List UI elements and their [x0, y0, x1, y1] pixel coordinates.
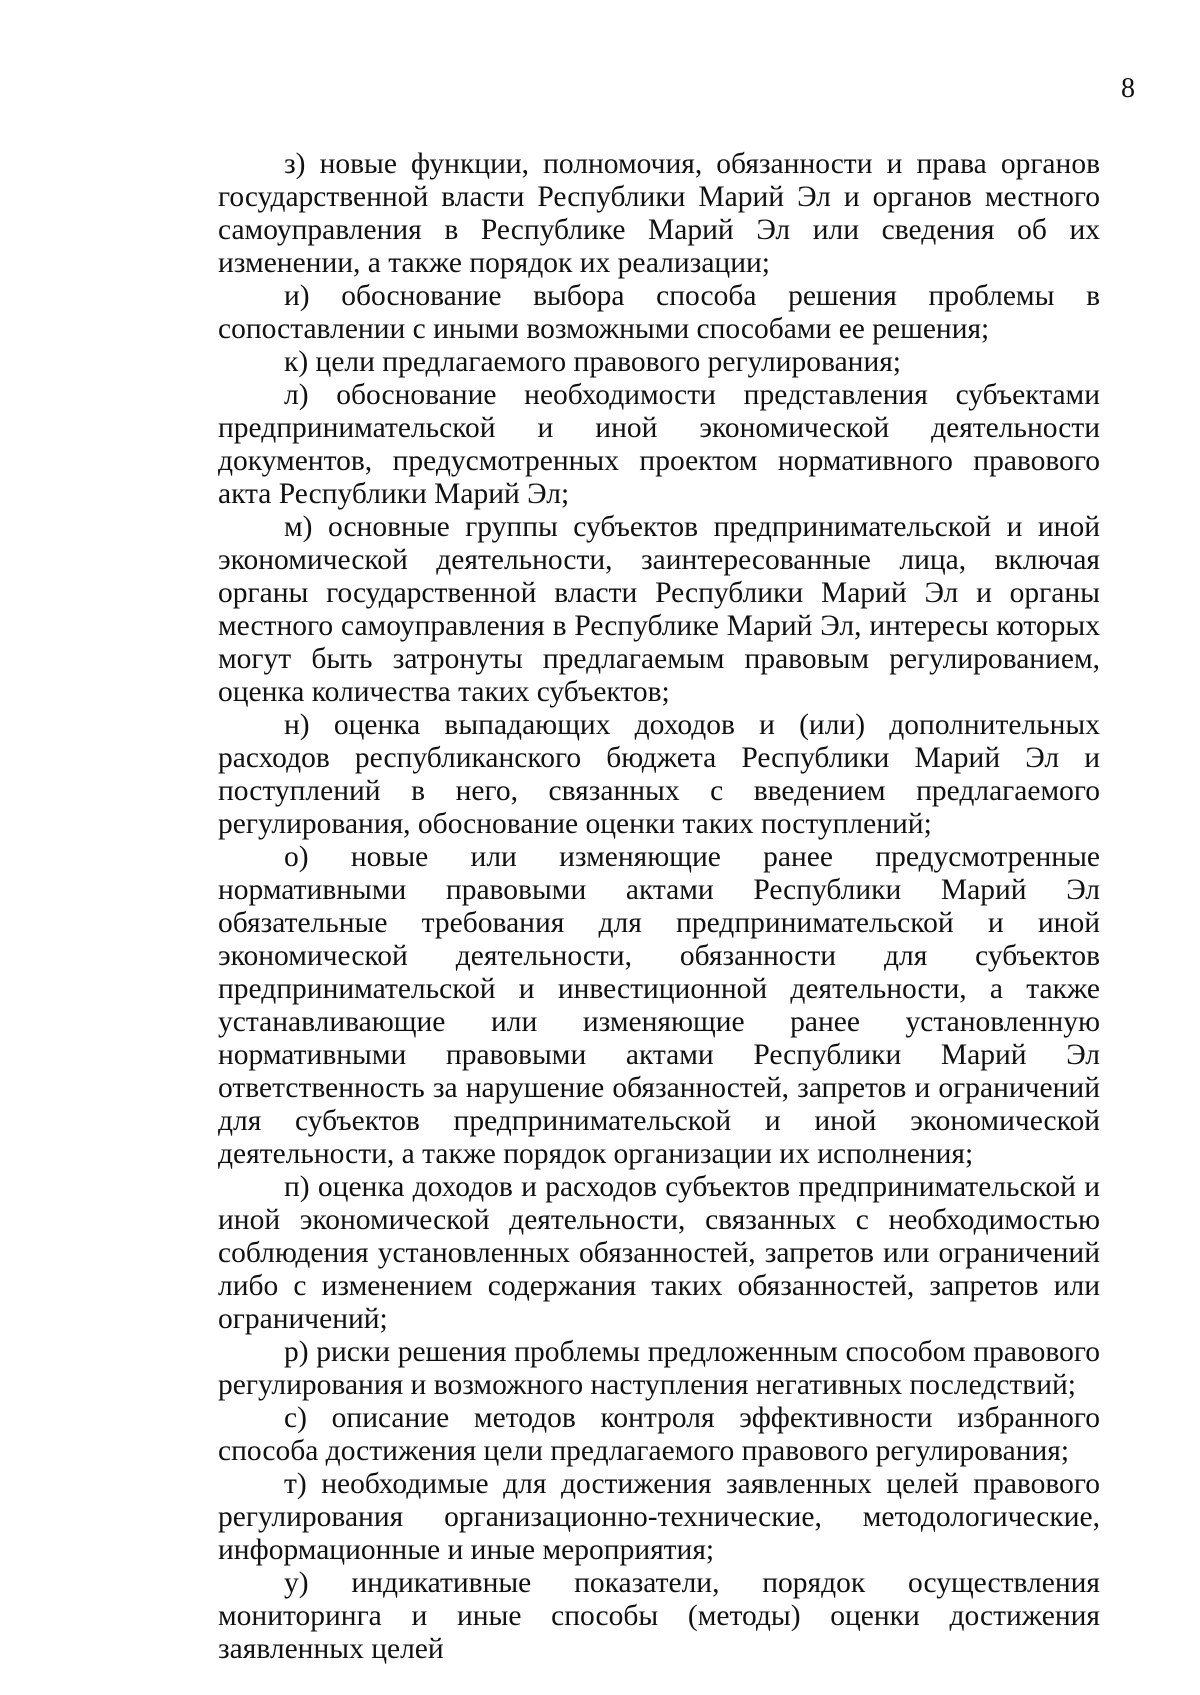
- document-body: [218, 148, 1100, 1666]
- list-item-i: и) обоснование выбора способа решения проблемы в сопоставлении с иными возможными способами ее решения;: [218, 280, 1100, 345]
- page-number: 8: [1121, 73, 1135, 104]
- list-item-r: р) риски решения проблемы предложенным способом правового регулирования и возможного наступления негативных последствий;: [218, 1336, 1100, 1401]
- list-item-m: м) основные группы субъектов предпринимательской и иной экономической деятельности, заинтересованные лица, включая органы государственной власти Республики Марий Эл и органы местного самоуправления в Республике Марий Эл, интересы которых могут быть затронуты предлагаемым правовым регулированием, оценка количества таких субъектов;: [218, 511, 1100, 708]
- list-item-p: п) оценка доходов и расходов субъектов предпринимательской и иной экономической деятельности, связанных с необходимостью соблюдения установленных обязанностей, запретов или ограничений либо с изменением содержания таких обязанностей, запретов или ограничений;: [218, 1171, 1100, 1335]
- list-item-s: с) описание методов контроля эффективности избранного способа достижения цели предлагаемого правового регулирования;: [218, 1402, 1100, 1467]
- list-item-k: к) цели предлагаемого правового регулирования;: [284, 346, 902, 378]
- list-item-l: л) обоснование необходимости представления субъектами предпринимательской и иной экономической деятельности документов, предусмотренных проектом нормативного правового акта Республики Марий Эл;: [218, 379, 1100, 510]
- list-item-z: з) новые функции, полномочия, обязанности и права органов государственной власти Республики Марий Эл и органов местного самоуправления в Республике Марий Эл или сведения об их изменении, а также порядок их реализации;: [218, 148, 1100, 279]
- list-item-o: о) новые или изменяющие ранее предусмотренные нормативными правовыми актами Республики Марий Эл обязательные требования для предпринимательской и иной экономической деятельности, обязанности для субъектов предпринимательской и инвестиционной деятельности, а также устанавливающие или изменяющие ранее установленную нормативными правовыми актами Республики Марий Эл ответственность за нарушение обязанностей, запретов и ограничений для субъектов предпринимательской и иной экономической деятельности, а также порядок организации их исполнения;: [218, 841, 1100, 1170]
- list-item-n: н) оценка выпадающих доходов и (или) дополнительных расходов республиканского бюджета Республики Марий Эл и поступлений в него, связанных с введением предлагаемого регулирования, обоснование оценки таких поступлений;: [218, 709, 1100, 840]
- list-item-u: у) индикативные показатели, порядок осуществления мониторинга и иные способы (методы) оценки достижения заявленных целей: [218, 1567, 1100, 1665]
- list-item-t: т) необходимые для достижения заявленных целей правового регулирования организационно-технические, методологические, информационные и иные мероприятия;: [218, 1468, 1100, 1566]
